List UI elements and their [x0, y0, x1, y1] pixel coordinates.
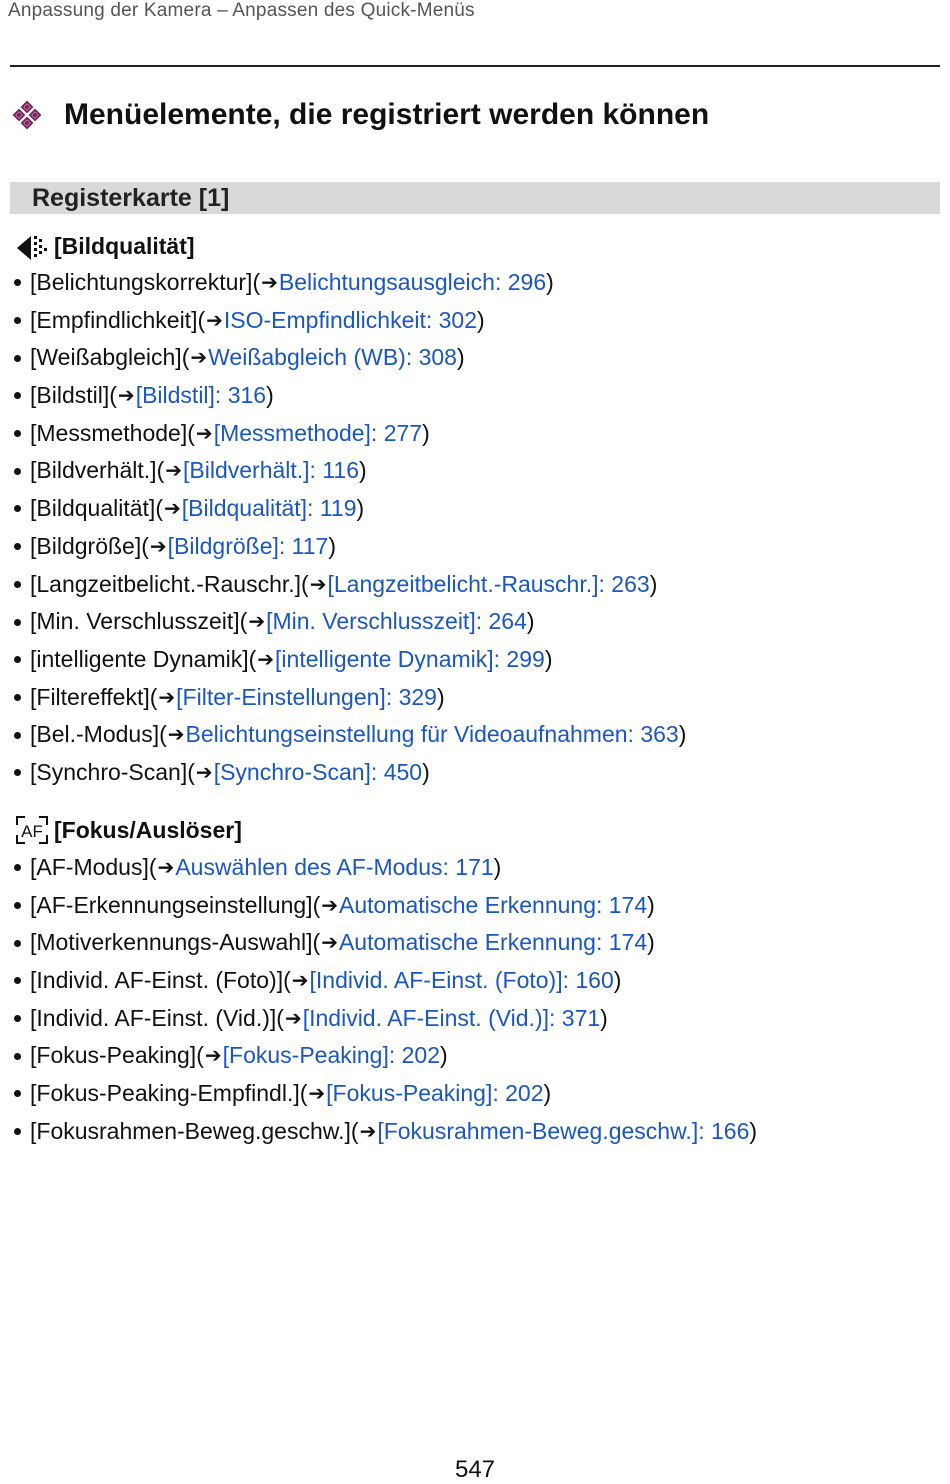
- close-paren: ): [647, 929, 655, 956]
- item-label: [AF-Erkennungseinstellung]: [30, 891, 313, 918]
- open-paren: (: [301, 570, 309, 597]
- close-paren: ): [493, 854, 502, 880]
- close-paren: ): [477, 306, 485, 333]
- close-paren: ): [544, 645, 553, 672]
- page-title: Menüelemente, die registriert werden können: [64, 98, 710, 131]
- open-paren: (: [350, 1117, 359, 1144]
- bullet: [14, 355, 21, 362]
- open-paren: (: [299, 1080, 308, 1107]
- page-reference-link[interactable]: [Individ. AF-Einst. (Vid.)]: 371: [302, 1004, 601, 1031]
- list-item: [14, 603, 686, 641]
- open-paren: (: [155, 495, 163, 522]
- arrow-right-icon: ➔: [291, 968, 309, 993]
- list-item: [14, 754, 686, 792]
- list-item: [14, 490, 686, 528]
- bullet: [14, 543, 21, 550]
- list-item: [14, 1000, 757, 1038]
- close-paren: ): [422, 758, 430, 785]
- page-title-block: [12, 98, 709, 132]
- open-paren: (: [312, 929, 321, 956]
- arrow-right-icon: ➔: [284, 1005, 302, 1030]
- list-item: [14, 415, 686, 453]
- list-item: [14, 302, 686, 340]
- bullet: [14, 1128, 21, 1135]
- bullet: [14, 977, 21, 984]
- item-label: [Individ. AF-Einst. (Foto)]: [30, 967, 284, 994]
- section-label: [Bildqualität]: [54, 232, 195, 259]
- arrow-right-icon: ➔: [117, 383, 135, 408]
- item-label: [Filtereffekt]: [30, 683, 150, 710]
- list-item: [14, 1075, 757, 1113]
- bullet: [14, 656, 21, 663]
- page-reference-link[interactable]: Weißabgleich (WB): 308: [208, 344, 457, 371]
- page-reference-link[interactable]: [Langzeitbelicht.-Rauschr.]: 263: [327, 570, 650, 597]
- tab-header-bar: [10, 182, 940, 214]
- bullet: [14, 940, 21, 947]
- bullet: [14, 864, 21, 871]
- item-label: [Individ. AF-Einst. (Vid.)]: [30, 1004, 277, 1031]
- list-item: [14, 528, 686, 566]
- item-label: [Weißabgleich]: [30, 344, 182, 371]
- page-reference-link[interactable]: ISO-Empfindlichkeit: 302: [223, 306, 478, 333]
- menu-item-list: [14, 849, 757, 1151]
- arrow-right-icon: ➔: [359, 1118, 377, 1143]
- list-item: [14, 679, 686, 717]
- image-quality-icon: [14, 230, 50, 262]
- close-paren: ): [526, 608, 535, 635]
- list-item: [14, 452, 686, 490]
- bullet: [14, 581, 21, 588]
- page-reference-link[interactable]: [Messmethode]: 277: [213, 419, 423, 446]
- arrow-right-icon: ➔: [195, 759, 213, 784]
- page-reference-link[interactable]: Belichtungseinstellung für Videoaufnahmen: 363: [185, 721, 679, 748]
- list-item: [14, 1037, 757, 1075]
- arrow-right-icon: ➔: [206, 307, 223, 332]
- list-item: [14, 264, 686, 302]
- list-item: [14, 377, 686, 415]
- diamond-cluster-icon: [12, 100, 42, 130]
- open-paren: (: [187, 419, 195, 446]
- list-item: [14, 1113, 757, 1151]
- item-label: [Bel.-Modus]: [30, 721, 160, 748]
- list-item: [14, 641, 686, 679]
- arrow-right-icon: ➔: [165, 458, 182, 483]
- item-label: [Fokus-Peaking-Empfindl.]: [30, 1080, 300, 1107]
- list-item: [14, 566, 686, 604]
- open-paren: (: [159, 721, 167, 748]
- page-reference-link[interactable]: [Bildgröße]: 117: [167, 532, 329, 559]
- header-divider: [10, 65, 940, 67]
- arrow-right-icon: ➔: [190, 345, 208, 370]
- close-paren: ): [359, 457, 367, 484]
- page-reference-link[interactable]: Automatische Erkennung: 174: [338, 929, 648, 956]
- close-paren: ): [678, 721, 687, 748]
- open-paren: (: [252, 269, 261, 295]
- page-reference-link[interactable]: [Synchro-Scan]: 450: [213, 758, 423, 785]
- open-paren: (: [109, 382, 117, 409]
- open-paren: (: [276, 1004, 284, 1031]
- page-reference-link[interactable]: [intelligente Dynamik]: 299: [275, 645, 545, 672]
- tab-header-label: Registerkarte [1]: [32, 184, 230, 212]
- arrow-right-icon: ➔: [321, 930, 338, 955]
- item-label: [Bildqualität]: [30, 495, 156, 522]
- open-paren: (: [239, 608, 248, 635]
- bullet: [14, 1090, 21, 1097]
- close-paren: ): [600, 1004, 608, 1031]
- section-heading-focus-shutter: [14, 814, 242, 846]
- close-paren: ): [647, 891, 655, 918]
- page-reference-link[interactable]: [Min. Verschlusszeit]: 264: [266, 608, 527, 635]
- open-paren: (: [149, 683, 158, 710]
- item-label: [intelligente Dynamik]: [30, 645, 249, 672]
- page-reference-link[interactable]: [Bildstil]: 316: [135, 382, 267, 409]
- open-paren: (: [197, 306, 206, 333]
- open-paren: (: [283, 967, 291, 994]
- close-paren: ): [456, 344, 465, 371]
- af-icon-text: AF: [21, 822, 43, 841]
- bullet: [14, 279, 21, 286]
- page-reference-link[interactable]: [Individ. AF-Einst. (Foto)]: 160: [309, 967, 614, 994]
- bullet: [14, 505, 21, 512]
- arrow-right-icon: ➔: [261, 270, 278, 294]
- list-item: [14, 924, 757, 962]
- section-heading-image-quality: [14, 230, 195, 262]
- arrow-right-icon: ➔: [167, 722, 185, 747]
- page-reference-link[interactable]: [Filter-Einstellungen]: 329: [176, 683, 437, 710]
- page-reference-link[interactable]: Automatische Erkennung: 174: [339, 891, 648, 918]
- close-paren: ): [546, 269, 554, 295]
- af-icon: [14, 814, 50, 846]
- close-paren: ): [543, 1080, 552, 1107]
- item-label: [Langzeitbelicht.-Rauschr.]: [30, 570, 302, 597]
- open-paren: (: [156, 457, 165, 484]
- bullet: [14, 732, 21, 739]
- open-paren: (: [187, 758, 195, 785]
- close-paren: ): [613, 967, 622, 994]
- arrow-right-icon: ➔: [204, 1043, 222, 1068]
- bullet: [14, 1015, 21, 1022]
- bullet: [14, 902, 21, 909]
- bullet: [14, 468, 21, 475]
- close-paren: ): [749, 1117, 758, 1144]
- item-label: [Belichtungskorrektur]: [30, 269, 253, 295]
- item-label: [Min. Verschlusszeit]: [30, 608, 240, 635]
- list-item: [14, 716, 686, 754]
- bullet: [14, 392, 21, 399]
- list-item: [14, 962, 757, 1000]
- bullet: [14, 619, 21, 626]
- item-label: [Fokusrahmen-Beweg.geschw.]: [30, 1117, 351, 1144]
- page-reference-link[interactable]: Belichtungsausgleich: 296: [278, 269, 547, 295]
- arrow-right-icon: ➔: [157, 855, 175, 879]
- open-paren: (: [248, 645, 257, 672]
- item-label: [Fokus-Peaking]: [30, 1042, 197, 1069]
- arrow-right-icon: ➔: [195, 420, 213, 445]
- close-paren: ): [422, 419, 430, 446]
- page-reference-link[interactable]: [Fokus-Peaking]: 202: [222, 1042, 440, 1069]
- arrow-right-icon: ➔: [309, 571, 327, 596]
- arrow-right-icon: ➔: [308, 1081, 326, 1106]
- menu-item-list: [14, 264, 686, 792]
- bullet: [14, 769, 21, 776]
- page-reference-link[interactable]: Auswählen des AF-Modus: 171: [175, 854, 494, 880]
- close-paren: ): [328, 532, 336, 559]
- arrow-right-icon: ➔: [149, 533, 167, 558]
- close-paren: ): [439, 1042, 448, 1069]
- list-item: [14, 849, 757, 887]
- open-paren: (: [181, 344, 190, 371]
- close-paren: ): [649, 570, 658, 597]
- arrow-right-icon: ➔: [321, 892, 338, 917]
- bullet: [14, 1053, 21, 1060]
- arrow-right-icon: ➔: [158, 684, 176, 709]
- open-paren: (: [141, 532, 149, 559]
- item-label: [Motiverkennungs-Auswahl]: [30, 929, 313, 956]
- item-label: [AF-Modus]: [30, 854, 149, 880]
- page-reference-link[interactable]: [Bildverhält.]: 116: [183, 457, 360, 484]
- bullet: [14, 694, 21, 701]
- item-label: [Bildverhält.]: [30, 457, 157, 484]
- item-label: [Bildgröße]: [30, 532, 142, 559]
- item-label: [Messmethode]: [30, 419, 188, 446]
- breadcrumb: Anpassung der Kamera – Anpassen des Quick-Menüs: [8, 0, 475, 21]
- page-reference-link[interactable]: [Fokusrahmen-Beweg.geschw.]: 166: [377, 1117, 750, 1144]
- open-paren: (: [148, 854, 157, 880]
- section-label: [Fokus/Auslöser]: [54, 816, 242, 843]
- bullet: [14, 430, 21, 437]
- item-label: [Synchro-Scan]: [30, 758, 188, 785]
- close-paren: ): [436, 683, 445, 710]
- arrow-right-icon: ➔: [163, 496, 181, 521]
- page-number: 547: [454, 1456, 496, 1483]
- item-label: [Empfindlichkeit]: [30, 306, 198, 333]
- item-label: [Bildstil]: [30, 382, 110, 409]
- close-paren: ): [356, 495, 365, 522]
- open-paren: (: [196, 1042, 204, 1069]
- close-paren: ): [266, 382, 274, 409]
- list-item: [14, 339, 686, 377]
- open-paren: (: [312, 891, 321, 918]
- arrow-right-icon: ➔: [257, 646, 275, 671]
- list-item: [14, 887, 757, 925]
- arrow-right-icon: ➔: [248, 609, 266, 634]
- bullet: [14, 317, 21, 324]
- page-reference-link[interactable]: [Bildqualität]: 119: [181, 495, 357, 522]
- page-reference-link[interactable]: [Fokus-Peaking]: 202: [326, 1080, 544, 1107]
